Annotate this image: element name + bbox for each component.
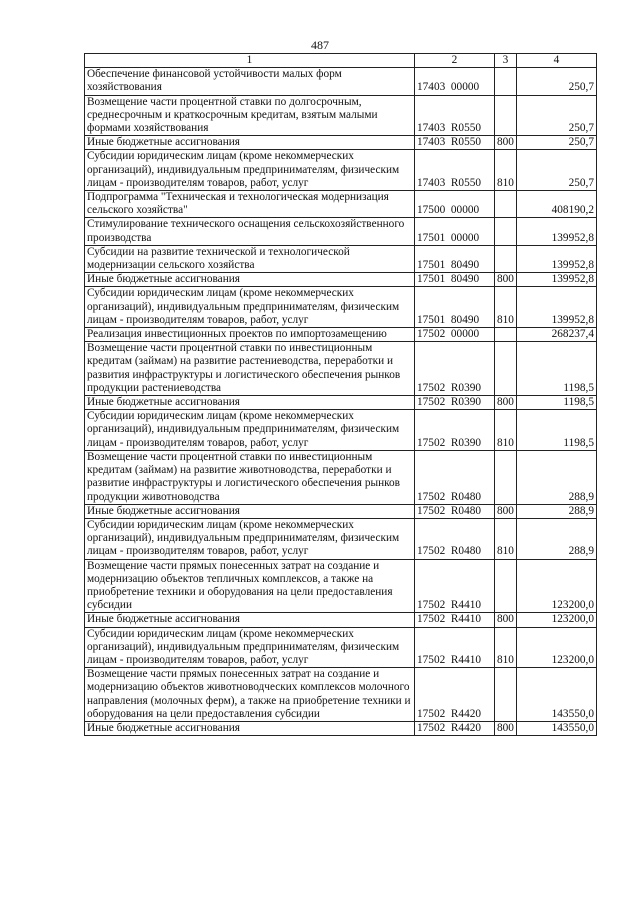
header-col-2: 2 [415, 54, 495, 68]
row-code: 17403 R0550 [415, 150, 495, 191]
row-amount: 288,9 [517, 450, 597, 504]
row-amount: 268237,4 [517, 328, 597, 342]
row-amount: 139952,8 [517, 245, 597, 272]
row-amount: 143550,0 [517, 668, 597, 722]
row-code: 17502 R0390 [415, 342, 495, 396]
row-name: Иные бюджетные ассигнования [85, 613, 415, 627]
row-expense-type: 810 [495, 518, 517, 559]
row-expense-type [495, 95, 517, 136]
row-amount: 1198,5 [517, 396, 597, 410]
row-expense-type: 800 [495, 273, 517, 287]
table-row [85, 191, 597, 218]
table-body [85, 68, 597, 736]
table-row [85, 287, 597, 328]
row-amount: 139952,8 [517, 287, 597, 328]
header-row [85, 54, 597, 68]
row-name: Возмещение части процентной ставки по долгосрочным, среднесрочным и краткосрочным кредитам, взятым малыми формами хозяйствования [85, 95, 415, 136]
header-col-4: 4 [517, 54, 597, 68]
table-row [85, 68, 597, 95]
row-name: Субсидии юридическим лицам (кроме некоммерческих организаций), индивидуальным предпринимателям, физическим лицам - производителям товаров, работ, услуг [85, 518, 415, 559]
row-name: Возмещение части процентной ставки по инвестиционным кредитам (займам) на развитие растениеводства, переработки и развития инфраструктуры и логистического обеспечения рынков продукции растениеводства [85, 342, 415, 396]
row-expense-type [495, 668, 517, 722]
row-amount: 288,9 [517, 518, 597, 559]
table-row [85, 668, 597, 722]
row-amount: 408190,2 [517, 191, 597, 218]
row-code: 17502 R0480 [415, 518, 495, 559]
table-row [85, 136, 597, 150]
row-code: 17502 00000 [415, 328, 495, 342]
row-code: 17501 00000 [415, 218, 495, 245]
table-row [85, 504, 597, 518]
row-amount: 250,7 [517, 68, 597, 95]
row-amount: 250,7 [517, 95, 597, 136]
page-number: 487 [311, 38, 329, 52]
row-expense-type: 800 [495, 613, 517, 627]
row-code: 17502 R0390 [415, 410, 495, 451]
table-row [85, 245, 597, 272]
table-row [85, 328, 597, 342]
row-amount: 250,7 [517, 136, 597, 150]
row-name: Субсидии на развитие технической и технологической модернизации сельского хозяйства [85, 245, 415, 272]
table-row [85, 559, 597, 613]
row-name: Иные бюджетные ассигнования [85, 273, 415, 287]
header-col-1: 1 [85, 54, 415, 68]
row-expense-type [495, 342, 517, 396]
row-code: 17502 R0480 [415, 504, 495, 518]
row-name: Реализация инвестиционных проектов по импортозамещению [85, 328, 415, 342]
table-row [85, 273, 597, 287]
row-name: Субсидии юридическим лицам (кроме некоммерческих организаций), индивидуальным предпринимателям, физическим лицам - производителям товаров, работ, услуг [85, 627, 415, 668]
table-row [85, 613, 597, 627]
row-amount: 139952,8 [517, 273, 597, 287]
row-code: 17403 R0550 [415, 95, 495, 136]
row-amount: 1198,5 [517, 410, 597, 451]
row-code: 17502 R0390 [415, 396, 495, 410]
row-expense-type: 810 [495, 150, 517, 191]
row-code: 17501 80490 [415, 287, 495, 328]
table-row [85, 410, 597, 451]
row-amount: 123200,0 [517, 559, 597, 613]
row-code: 17501 80490 [415, 273, 495, 287]
row-code: 17502 R0480 [415, 450, 495, 504]
row-code: 17502 R4410 [415, 627, 495, 668]
row-code: 17500 00000 [415, 191, 495, 218]
row-name: Субсидии юридическим лицам (кроме некоммерческих организаций), индивидуальным предпринимателям, физическим лицам - производителям товаров, работ, услуг [85, 150, 415, 191]
budget-table [84, 53, 597, 736]
table-row [85, 721, 597, 735]
row-name: Иные бюджетные ассигнования [85, 504, 415, 518]
row-expense-type: 800 [495, 136, 517, 150]
row-amount: 250,7 [517, 150, 597, 191]
row-amount: 123200,0 [517, 613, 597, 627]
table-row [85, 396, 597, 410]
row-amount: 139952,8 [517, 218, 597, 245]
header-col-3: 3 [495, 54, 517, 68]
row-code: 17502 R4410 [415, 613, 495, 627]
row-name: Обеспечение финансовой устойчивости малых форм хозяйствования [85, 68, 415, 95]
row-name: Субсидии юридическим лицам (кроме некоммерческих организаций), индивидуальным предпринимателям, физическим лицам - производителям товаров, работ, услуг [85, 287, 415, 328]
row-code: 17501 80490 [415, 245, 495, 272]
row-expense-type: 810 [495, 410, 517, 451]
row-name: Стимулирование технического оснащения сельскохозяйственного производства [85, 218, 415, 245]
row-name: Иные бюджетные ассигнования [85, 721, 415, 735]
table-row [85, 518, 597, 559]
row-amount: 123200,0 [517, 627, 597, 668]
row-expense-type: 810 [495, 287, 517, 328]
row-expense-type [495, 559, 517, 613]
row-name: Возмещение части прямых понесенных затрат на создание и модернизацию объектов тепличных комплексов, а также на приобретение техники и оборудования на цели предоставления субсидии [85, 559, 415, 613]
row-expense-type [495, 218, 517, 245]
row-expense-type [495, 68, 517, 95]
table-row [85, 342, 597, 396]
row-code: 17502 R4410 [415, 559, 495, 613]
table-row [85, 150, 597, 191]
row-amount: 1198,5 [517, 342, 597, 396]
row-name: Субсидии юридическим лицам (кроме некоммерческих организаций), индивидуальным предпринимателям, физическим лицам - производителям товаров, работ, услуг [85, 410, 415, 451]
row-expense-type: 800 [495, 504, 517, 518]
row-name: Иные бюджетные ассигнования [85, 136, 415, 150]
row-expense-type [495, 328, 517, 342]
row-expense-type [495, 191, 517, 218]
row-name: Подпрограмма "Техническая и технологическая модернизация сельского хозяйства" [85, 191, 415, 218]
table-row [85, 627, 597, 668]
row-expense-type [495, 245, 517, 272]
row-expense-type: 800 [495, 721, 517, 735]
row-code: 17403 00000 [415, 68, 495, 95]
table-row [85, 450, 597, 504]
row-expense-type [495, 450, 517, 504]
table-row [85, 218, 597, 245]
row-amount: 143550,0 [517, 721, 597, 735]
table-row [85, 95, 597, 136]
row-code: 17502 R4420 [415, 668, 495, 722]
row-code: 17403 R0550 [415, 136, 495, 150]
row-expense-type: 810 [495, 627, 517, 668]
row-name: Возмещение части процентной ставки по инвестиционным кредитам (займам) на развитие животноводства, переработки и развитие инфраструктуры и логистического обеспечения рынков продукции животноводства [85, 450, 415, 504]
row-name: Иные бюджетные ассигнования [85, 396, 415, 410]
row-name: Возмещение части прямых понесенных затрат на создание и модернизацию объектов животноводческих комплексов молочного направления (молочных ферм), а также на приобретение техники и оборудования на цели предоставления субсидии [85, 668, 415, 722]
row-amount: 288,9 [517, 504, 597, 518]
row-expense-type: 800 [495, 396, 517, 410]
row-code: 17502 R4420 [415, 721, 495, 735]
